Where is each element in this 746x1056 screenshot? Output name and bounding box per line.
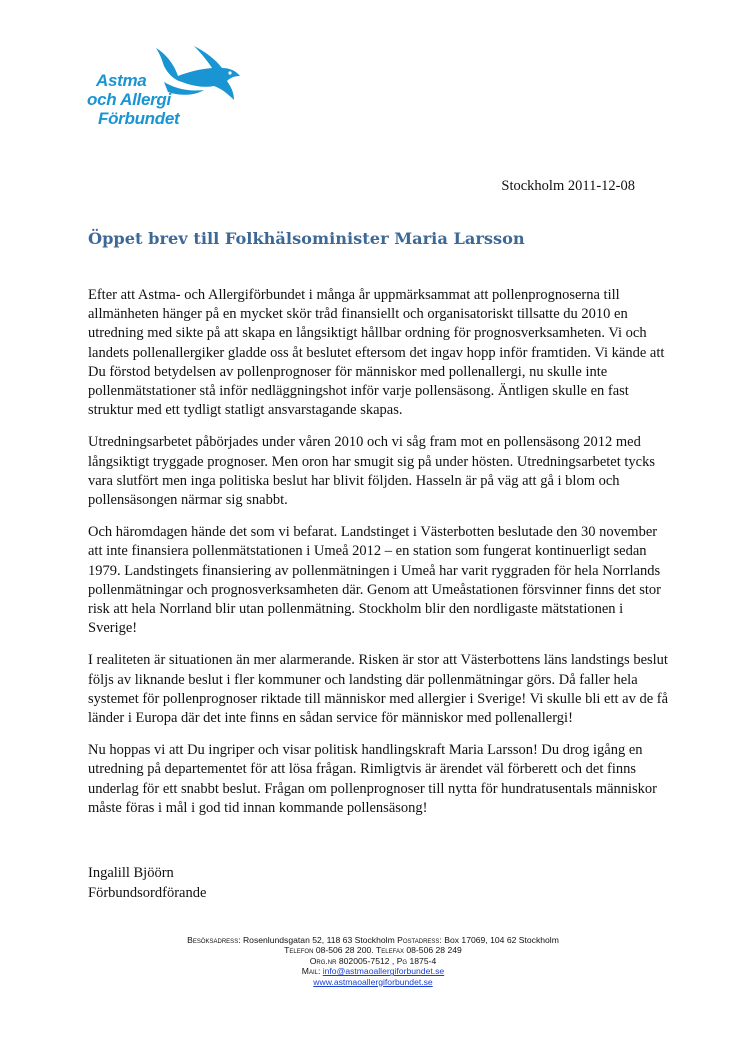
logo [84, 38, 244, 138]
visit-address-label: Besöksadress: [187, 935, 241, 945]
paragraph: Efter att Astma- och Allergiförbundet i många år uppmärksammat att pollenprognoserna till allmänheten hänger på en mycket skör tråd finansiellt och organisatoriskt tillsatte du 2010 en utredning med sikte på att skapa en långsiktigt hållbar ordning för prognosverksamheten. Vi och landets pollenallergiker gladde oss åt beslutet eftersom det ingav hopp inför framtiden. Vi kände att Du förstod betydelsen av pollenprognoser för människor med pollenallergi, nu skulle inte pollenmätstationer stå inför nedläggningshot inför varje pollensäsong. Äntligen skulle en fast struktur med ett tydligt statligt ansvarstagande skapas. [88, 287, 665, 419]
postgiro-value: 1875-4 [409, 955, 437, 966]
letter-body [88, 286, 673, 831]
signature-block [88, 864, 206, 903]
paragraph: I realiteten är situationen än mer alarmerande. Risken är stor att Västerbottens läns landstings beslut följs av liknande beslut i fler kommuner och landsting där pollenmätningar görs. Då faller hela systemet för pollenprognoser riktade till människor med allergier i Sverige! Vi skulle bli ett av de få länder i Europa där det inte finns en sådan service för människor med pollenallergi! [88, 652, 669, 727]
postal-address-value: Box 17069, 104 62 Stockholm [444, 935, 559, 945]
paragraph: Utredningsarbetet påbörjades under våren 2010 och vi såg fram mot en pollensäsong 2012 med långsiktigt tryggade prognoser. Men oron har smugit sig på under hösten. Utredningsarbetet tycks vara slutfört men inga politiska beslut har blivit följden. Hasseln är på väg att gå i blom och pollensäsongen närmar sig snabbt. [88, 434, 656, 509]
phone-value: 08-506 28 200. [315, 945, 374, 956]
signer-role: Förbundsordförande [88, 884, 207, 901]
fax-label: Telefax [376, 945, 404, 956]
footer-address-line [0, 935, 746, 945]
visit-address-value: Rosenlundsgatan 52, 118 63 Stockholm [242, 935, 395, 945]
mail-label: Mail: [301, 966, 321, 977]
letter-title: Öppet brev till Folkhälsominister Maria Larsson [88, 229, 525, 248]
logo-text-line3: Förbundet [98, 109, 180, 128]
footer-mail-line [0, 966, 746, 976]
postgiro-label: Pg [396, 955, 408, 966]
footer-web-line [0, 977, 746, 987]
footer-phone-line [0, 945, 746, 955]
postal-address-label: Postadress: [397, 935, 442, 945]
phone-label: Telefon [284, 945, 314, 956]
place-date: Stockholm 2011-12-08 [501, 178, 635, 194]
paragraph: Och häromdagen hände det som vi befarat. Landstinget i Västerbotten beslutade den 30 november att inte finansiera pollenmätstationen i Umeå 2012 – en station som fungerat kontinuerligt sedan 1979. Landstingets finansiering av pollenmätningen i Umeå har varit ryggraden för hela Norrlands pollenmätningar och prognosverksamheten där. Genom att Umeåstationen försvinner finns det stor risk att hela Norrland blir utan pollenmätning. Stockholm blir den nordligaste mätstationen i Sverige! [88, 524, 662, 637]
footer [0, 935, 746, 987]
signer-name: Ingalill Bjöörn [88, 865, 174, 881]
footer-org-line [0, 956, 746, 966]
logo-text-line2: och Allergi [87, 90, 171, 109]
email-link[interactable]: info@astmaoallergiforbundet.se [322, 966, 445, 977]
website-link[interactable]: www.astmaoallergiforbundet.se [313, 976, 433, 987]
logo-text-line1: Astma [96, 71, 147, 90]
org-number-value: 802005-7512 , [338, 955, 395, 966]
org-number-label: Org.nr [309, 955, 337, 966]
paragraph: Nu hoppas vi att Du ingriper och visar politisk handlingskraft Maria Larsson! Du drog igång en utredning på departementet för att lösa frågan. Rimligtvis är ärendet väl förberett och det finns underlag för ett snabbt beslut. Frågan om pollenprognoser till nytta för hundratusentals människor måste föras i mål i god tid innan kommande pollensäsong! [88, 742, 658, 816]
fax-value: 08-506 28 249 [406, 945, 462, 956]
